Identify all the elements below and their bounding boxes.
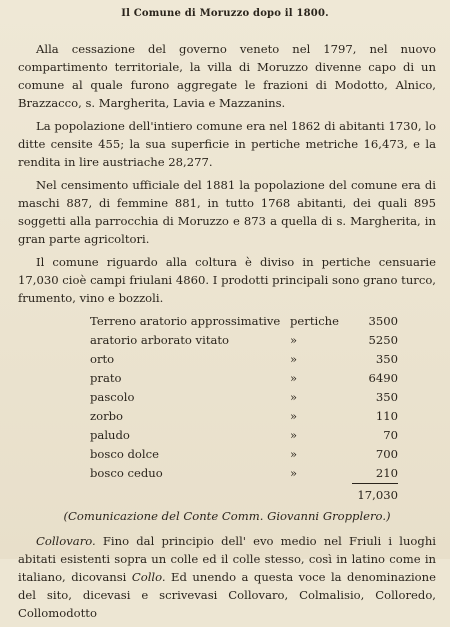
paragraph-cessazione: Alla cessazione del governo veneto nel 1797, nel nuovo compartimento territoriale, la villa di Moruzzo divenne capo di un comune al quale furono aggregate le frazioni di Modotto, Alnico, Brazzacco, s. Margherita, Lavia e Mazzanins. bbox=[18, 42, 436, 110]
land-row bbox=[90, 464, 398, 484]
paragraph-coltura: Il comune riguardo alla coltura è diviso in pertiche censuarie 17,030 cioè campi friulani 4860. I prodotti principali sono grano turco, frumento, vino e bozzoli. bbox=[18, 255, 436, 305]
land-value: 350 bbox=[375, 352, 398, 366]
land-name: bosco ceduo bbox=[90, 466, 163, 481]
land-value: 700 bbox=[375, 447, 398, 461]
land-name: bosco dolce bbox=[90, 447, 159, 461]
land-row bbox=[90, 312, 398, 331]
land-row bbox=[90, 369, 398, 388]
land-name: prato bbox=[90, 371, 122, 385]
credit-line: (Comunicazione del Conte Comm. Giovanni Gropplero.) bbox=[63, 509, 391, 523]
land-value: 110 bbox=[375, 409, 398, 423]
land-name: paludo bbox=[90, 428, 130, 442]
land-unit: » bbox=[290, 447, 298, 461]
collovaro-text-a: Fino dal principio dell' evo medio nel Friuli i luoghi abitati esistenti sopra un colle ed il colle stesso, così in latino come in italiano, dicovansi bbox=[18, 534, 436, 584]
land-unit: » bbox=[290, 390, 298, 404]
land-use-table bbox=[90, 312, 398, 505]
land-row bbox=[90, 445, 398, 464]
page-body bbox=[18, 40, 436, 627]
term-collo: Collo. bbox=[131, 570, 166, 584]
land-value: 6490 bbox=[368, 371, 398, 385]
land-unit: pertiche bbox=[290, 314, 340, 328]
land-unit: » bbox=[290, 371, 298, 385]
paragraph-popolazione-1862: La popolazione dell'intiero comune era nel 1862 di abitanti 1730, lo ditte censite 455; la sua superficie in pertiche metriche 16,473, e la rendita in lire austriache 28,277. bbox=[18, 119, 436, 169]
paragraph-collovaro bbox=[18, 532, 436, 622]
land-unit: » bbox=[290, 409, 298, 423]
land-row bbox=[90, 331, 398, 350]
land-row bbox=[90, 388, 398, 407]
land-unit: » bbox=[290, 352, 298, 366]
land-total-value: 17,030 bbox=[352, 484, 398, 506]
land-row bbox=[90, 407, 398, 426]
land-name: aratorio arborato vitato bbox=[90, 333, 230, 347]
land-name: orto bbox=[90, 352, 115, 366]
land-value: 70 bbox=[383, 428, 398, 442]
land-value: 350 bbox=[375, 390, 398, 404]
land-unit: » bbox=[290, 333, 298, 347]
land-row bbox=[90, 426, 398, 445]
page-title: Il Comune di Moruzzo dopo il 1800. bbox=[121, 8, 329, 19]
land-name: Terreno aratorio approssimative bbox=[90, 314, 281, 328]
collovaro-text-b: Ed unendo a questa voce la denominazione del sito, dicevasi e scrivevasi Collovaro, Colmalisio, Colloredo, Collomodotto bbox=[18, 570, 436, 620]
paragraph-censimento-1881: Nel censimento ufficiale del 1881 la popolazione del comune era di maschi 887, di femmine 881, in tutto 1768 abitanti, dei quali 895 soggetti alla parrocchia di Moruzzo e 873 a quella di s. Margherita, in gran parte agricoltori. bbox=[18, 178, 436, 246]
land-unit: » bbox=[290, 466, 298, 481]
land-unit: » bbox=[290, 428, 298, 442]
land-value: 3500 bbox=[368, 314, 398, 328]
land-row bbox=[90, 350, 398, 369]
land-name: zorbo bbox=[90, 409, 124, 423]
land-total-row bbox=[90, 484, 398, 506]
land-value: 5250 bbox=[368, 333, 398, 347]
place-name: Collovaro. bbox=[36, 534, 96, 548]
land-name: pascolo bbox=[90, 390, 135, 404]
land-value: 210 bbox=[375, 466, 398, 480]
